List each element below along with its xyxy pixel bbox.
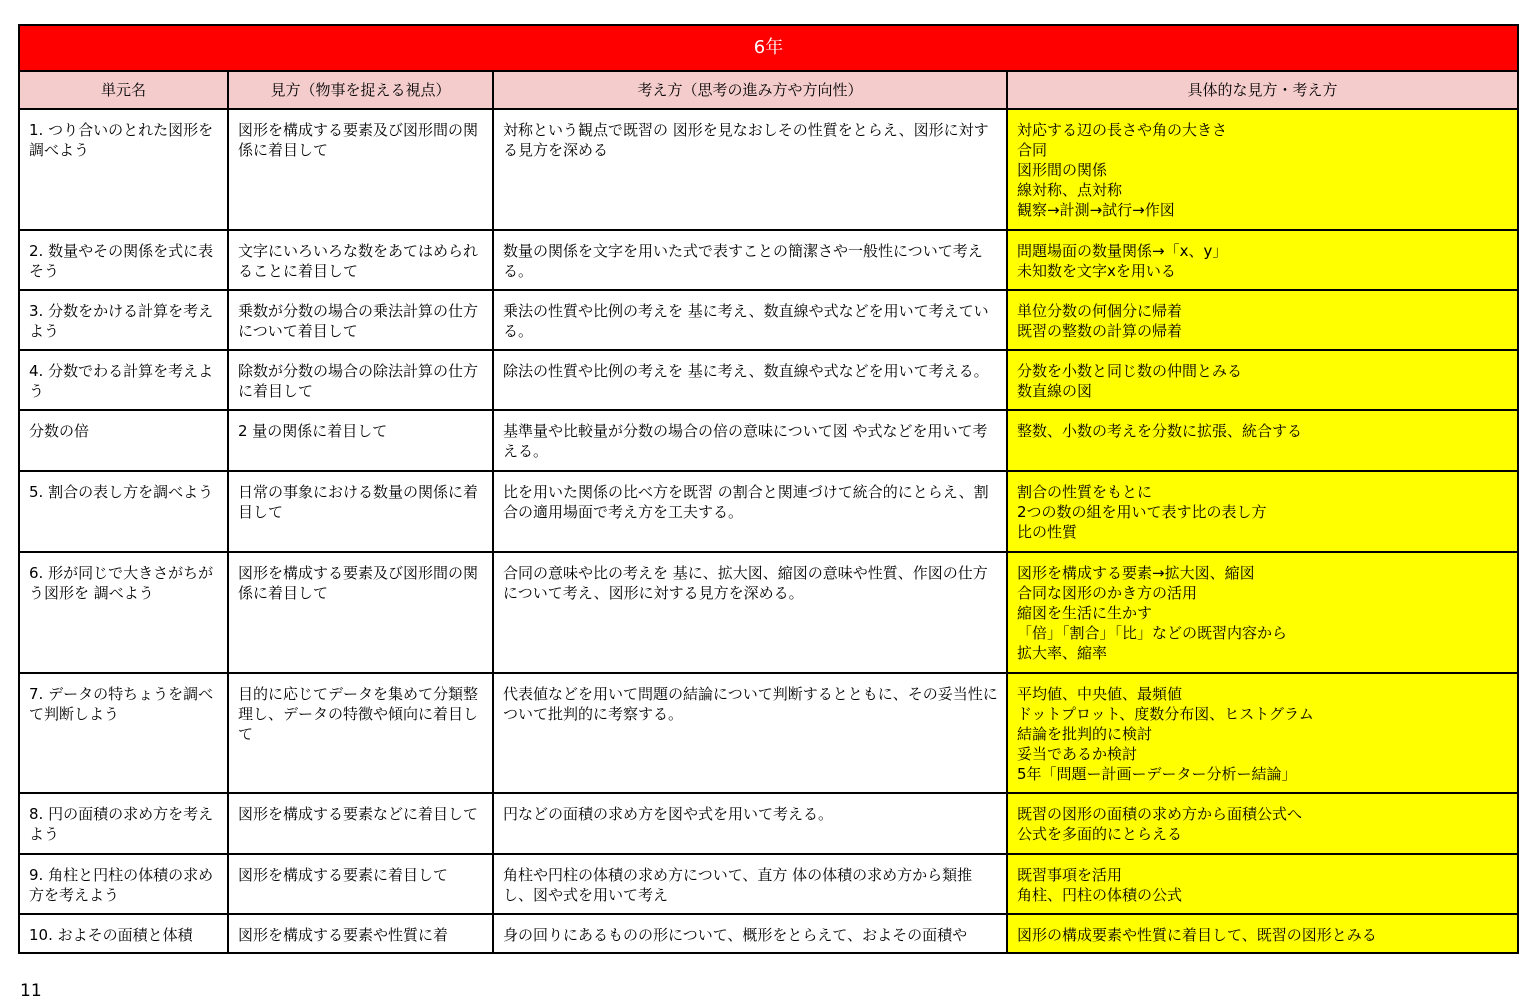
mikata-cell: 乗数が分数の場合の乗法計算の仕方について着目して (228, 290, 493, 350)
mikata-cell: 図形を構成する要素及び図形間の関係に着目して (228, 552, 493, 673)
concrete-line: 数直線の図 (1017, 382, 1093, 400)
header-concrete: 具体的な見方・考え方 (1007, 71, 1518, 109)
concrete-line: ドットプロット、度数分布図、ヒストグラム (1017, 705, 1314, 723)
kangaekata-cell: 乗法の性質や比例の考えを 基に考え、数直線や式などを用いて考えている。 (493, 290, 1007, 350)
concrete-line: 角柱、円柱の体積の公式 (1017, 886, 1183, 904)
concrete-line: 5年「問題ー計画ーデーター分析ー結論」 (1017, 765, 1297, 783)
unit-name-cell: 8. 円の面積の求め方を考えよう (19, 793, 228, 854)
mikata-cell: 図形を構成する要素に着目して (228, 854, 493, 914)
concrete-cell (1007, 914, 1518, 953)
unit-name-cell: 9. 角柱と円柱の体積の求め方を考えよう (19, 854, 228, 914)
table-row (19, 230, 1518, 290)
mikata-cell: 除数が分数の場合の除法計算の仕方に着目して (228, 350, 493, 410)
concrete-line: 未知数を文字xを用いる (1017, 262, 1176, 280)
concrete-cell (1007, 230, 1518, 290)
kangaekata-cell: 円などの面積の求め方を図や式を用いて考える。 (493, 793, 1007, 854)
unit-name-cell: 4. 分数でわる計算を考えよう (19, 350, 228, 410)
mikata-cell: 日常の事象における数量の関係に着目して (228, 471, 493, 552)
page-number: 11 (20, 981, 42, 1001)
kangaekata-cell: 身の回りにあるものの形について、概形をとらえて、およその面積や (493, 914, 1007, 953)
header-unit-name: 単元名 (19, 71, 228, 109)
table-row (19, 673, 1518, 793)
unit-name-cell: 2. 数量やその関係を式に表そう (19, 230, 228, 290)
grade-row (19, 25, 1518, 71)
unit-name-cell: 3. 分数をかける計算を考えよう (19, 290, 228, 350)
table-row (19, 471, 1518, 552)
concrete-line: 問題場面の数量関係→「x、y」 (1017, 242, 1228, 260)
mikata-cell: 目的に応じてデータを集めて分類整理し、データの特徴や傾向に着目して (228, 673, 493, 793)
unit-name-cell: 10. およその面積と体積 (19, 914, 228, 953)
concrete-cell (1007, 793, 1518, 854)
concrete-line: 平均値、中央値、最頻値 (1017, 685, 1183, 703)
unit-name-cell: 5. 割合の表し方を調べよう (19, 471, 228, 552)
concrete-cell (1007, 410, 1518, 471)
header-row (19, 71, 1518, 109)
unit-table-sheet (18, 24, 1517, 954)
concrete-line: 「倍」「割合」「比」などの既習内容から (1017, 624, 1288, 642)
table-row (19, 109, 1518, 230)
grade-title: 6年 (19, 25, 1518, 71)
unit-name-cell: 6. 形が同じで大きさがちがう図形を 調べよう (19, 552, 228, 673)
unit-name-cell: 分数の倍 (19, 410, 228, 471)
concrete-line: 公式を多面的にとらえる (1017, 825, 1183, 843)
concrete-line: 合同 (1017, 141, 1048, 159)
table-row (19, 350, 1518, 410)
concrete-cell (1007, 109, 1518, 230)
table-row (19, 290, 1518, 350)
concrete-line: 妥当であるか検討 (1017, 745, 1138, 763)
kangaekata-cell: 比を用いた関係の比べ方を既習 の割合と関連づけて統合的にとらえ、割合の適用場面で考え方を工夫する。 (493, 471, 1007, 552)
header-kangaekata: 考え方（思考の進み方や方向性） (493, 71, 1007, 109)
kangaekata-cell: 基準量や比較量が分数の場合の倍の意味について図 や式などを用いて考える。 (493, 410, 1007, 471)
concrete-line: 比の性質 (1017, 523, 1078, 541)
kangaekata-cell: 数量の関係を文字を用いた式で表すことの簡潔さや一般性について考える。 (493, 230, 1007, 290)
concrete-line: 図形を構成する要素→拡大図、縮図 (1017, 564, 1255, 582)
mikata-cell: 図形を構成する要素及び図形間の関係に着目して (228, 109, 493, 230)
table-row (19, 793, 1518, 854)
concrete-line: 観察→計測→試行→作図 (1017, 201, 1175, 219)
unit-name-cell: 1. つり合いのとれた図形を調べよう (19, 109, 228, 230)
mikata-cell: 図形を構成する要素などに着目して (228, 793, 493, 854)
concrete-line: 割合の性質をもとに (1017, 483, 1153, 501)
table-body (19, 109, 1518, 953)
concrete-line: 結論を批判的に検討 (1017, 725, 1153, 743)
mikata-cell: 文字にいろいろな数をあてはめられることに着目して (228, 230, 493, 290)
kangaekata-cell: 除法の性質や比例の考えを 基に考え、数直線や式などを用いて考える。 (493, 350, 1007, 410)
concrete-line: 既習の整数の計算の帰着 (1017, 322, 1183, 340)
table-row (19, 410, 1518, 471)
concrete-cell (1007, 854, 1518, 914)
unit-table (18, 24, 1519, 954)
mikata-cell: 2 量の関係に着目して (228, 410, 493, 471)
concrete-line: 図形間の関係 (1017, 161, 1108, 179)
concrete-line: 2つの数の組を用いて表す比の表し方 (1017, 503, 1267, 521)
header-mikata: 見方（物事を捉える視点） (228, 71, 493, 109)
concrete-line: 対応する辺の長さや角の大きさ (1017, 121, 1228, 139)
concrete-line: 既習の図形の面積の求め方から面積公式へ (1017, 805, 1303, 823)
kangaekata-cell: 合同の意味や比の考えを 基に、拡大図、縮図の意味や性質、作図の仕方について考え、図形に対する見方を深める。 (493, 552, 1007, 673)
concrete-cell (1007, 290, 1518, 350)
concrete-line: 縮図を生活に生かす (1017, 604, 1153, 622)
concrete-line: 単位分数の何個分に帰着 (1017, 302, 1183, 320)
concrete-cell (1007, 471, 1518, 552)
concrete-cell (1007, 552, 1518, 673)
concrete-cell (1007, 673, 1518, 793)
table-row (19, 854, 1518, 914)
concrete-line: 合同な図形のかき方の活用 (1017, 584, 1198, 602)
concrete-line: 分数を小数と同じ数の仲間とみる (1017, 362, 1243, 380)
mikata-cell: 図形を構成する要素や性質に着 (228, 914, 493, 953)
unit-name-cell: 7. データの特ちょうを調べて判断しよう (19, 673, 228, 793)
concrete-line: 拡大率、縮率 (1017, 644, 1108, 662)
kangaekata-cell: 代表値などを用いて問題の結論について判断するとともに、その妥当性に ついて批判的に考察する。 (493, 673, 1007, 793)
concrete-line: 図形の構成要素や性質に着目して、既習の図形とみる (1017, 926, 1377, 944)
concrete-cell (1007, 350, 1518, 410)
table-row (19, 914, 1518, 953)
concrete-line: 整数、小数の考えを分数に拡張、統合する (1017, 422, 1303, 440)
concrete-line: 線対称、点対称 (1017, 181, 1123, 199)
concrete-line: 既習事項を活用 (1017, 866, 1123, 884)
kangaekata-cell: 対称という観点で既習の 図形を見なおしその性質をとらえ、図形に対する見方を深める (493, 109, 1007, 230)
table-row (19, 552, 1518, 673)
kangaekata-cell: 角柱や円柱の体積の求め方について、直方 体の体積の求め方から類推し、図や式を用いて考え (493, 854, 1007, 914)
